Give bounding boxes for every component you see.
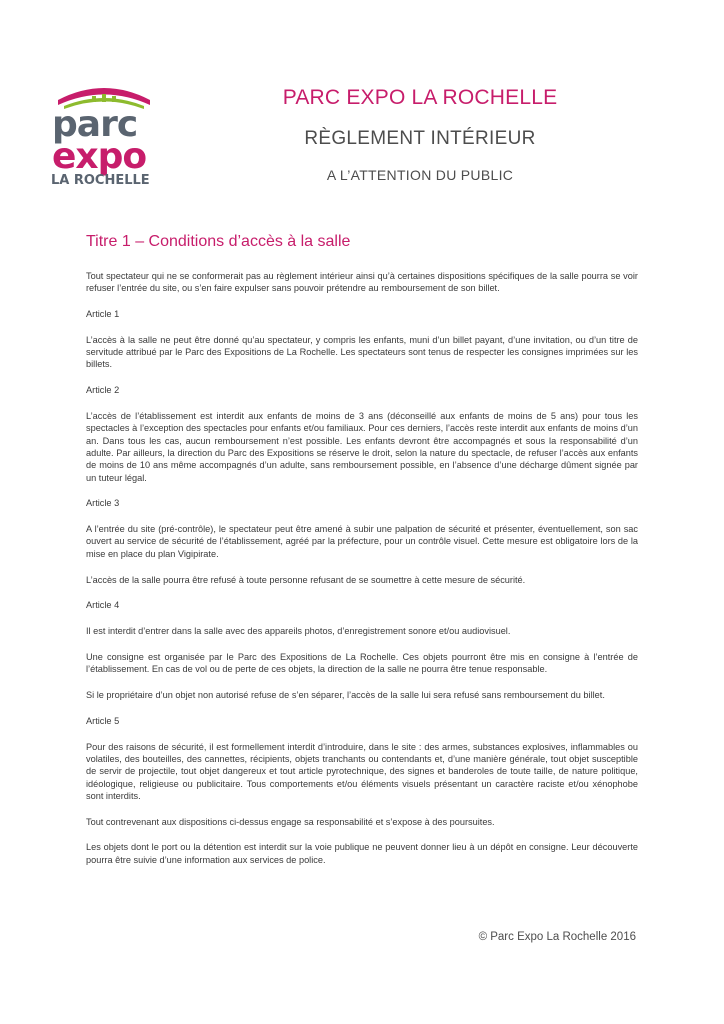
logo-word-parc: parc xyxy=(52,104,138,145)
body-paragraph: Les objets dont le port ou la détention est interdit sur la voie publique ne peuvent donner lieu à un dépôt en consigne. Leur découverte pourra être suivie d’une information aux services de police. xyxy=(86,842,638,865)
body-paragraph: A l’entrée du site (pré-contrôle), le spectateur peut être amené à subir une palpation de sécurité et présenter, éventuellement, son sac ouvert au service de sécurité de l’établissement, agréé par la préfecture, pour un contrôle visuel. Cette mesure est obligatoire lors de la mise en place du plan Vigipirate. xyxy=(86,524,638,559)
copyright-footer: © Parc Expo La Rochelle 2016 xyxy=(478,931,636,943)
intro-paragraph: Tout spectateur qui ne se conformerait pas au règlement intérieur ainsi qu’à certaines dispositions spécifiques de la salle pourra se voir refuser l’entrée du site, ou s’en faire expulser sans pouvoir prétendre au remboursement de son billet. xyxy=(86,271,638,294)
article-heading: Article 3 xyxy=(86,498,120,509)
body-paragraph: Il est interdit d’entrer dans la salle avec des appareils photos, d’enregistrement sonore et/ou audiovisuel. xyxy=(86,626,511,637)
logo-word-city: LA ROCHELLE xyxy=(51,173,150,186)
article-heading: Article 2 xyxy=(86,385,120,396)
article-heading: Article 1 xyxy=(86,309,120,320)
body-paragraph: L’accès de la salle pourra être refusé à toute personne refusant de se soumettre à cette mesure de sécurité. xyxy=(86,574,526,585)
document-subtitle: A L’ATTENTION DU PUBLIC xyxy=(326,167,514,183)
body-paragraph: Tout contrevenant aux dispositions ci-dessus engage sa responsabilité et s’expose à des poursuites. xyxy=(86,816,495,827)
article-heading: Article 5 xyxy=(86,715,120,726)
document-title: RÈGLEMENT INTÉRIEUR xyxy=(304,128,536,149)
logo-word-expo: expo xyxy=(52,136,147,177)
organization-title: PARC EXPO LA ROCHELLE xyxy=(282,86,558,109)
body-paragraph: Si le propriétaire d’un objet non autorisé refuse de s’en séparer, l’accès de la salle lui sera refusé sans remboursement du billet. xyxy=(86,690,605,701)
article-heading: Article 4 xyxy=(86,600,120,611)
body-paragraph: Pour des raisons de sécurité, il est formellement interdit d’introduire, dans le site : des armes, substances explosives, inflammables ou volatiles, des bouteilles, des cannettes, récipients, objets tranchants ou contendants et, d’une manière générale, tout objet susceptible de servir de projectile, tout objet dangereux et tout article pyrotechnique, des signes et banderoles de toute taille, de nature politique, idéologique, religieuse ou publicitaire. Tous comportements et/ou éléments visuels présentant un caractère raciste et/ou xénophobe sont interdits. xyxy=(86,741,638,801)
body-paragraph: Une consigne est organisée par le Parc des Expositions de La Rochelle. Ces objets pourront être mis en consigne à l’entrée de l’établissement. En cas de vol ou de perte de ces objets, la direction de la salle ne pourra être tenue responsable. xyxy=(86,651,638,675)
section-title: Titre 1 – Conditions d’accès à la salle xyxy=(86,233,351,250)
body-paragraph: L’accès de l’établissement est interdit aux enfants de moins de 3 ans (déconseillé aux enfants de moins de 5 ans) pour tous les spectacles à l’exception des spectacles pour enfants et/ou familiaux. Pour ces derniers, l’accès reste interdit aux enfants de moins d’un an. Dans tous les cas, aucun remboursement n’est possible. Les enfants devront être accompagnés et sous la responsabilité d’un adulte. Par ailleurs, la direction du Parc des Expositions se réserve le droit, selon la nature du spectacle, de refuser l’accès aux enfants de moins de 10 ans même accompagnés d’un adulte, sans remboursement possible, en l’absence d’une décharge dûment signée par un tuteur légal. xyxy=(86,411,638,483)
body-paragraph: L’accès à la salle ne peut être donné qu’au spectateur, y compris les enfants, muni d’un billet payant, d’une invitation, ou d’un titre de servitude attribué par le Parc des Expositions de La Rochelle. Les spectateurs sont tenus de respecter les consignes imprimées sur les billets. xyxy=(86,334,638,370)
document-body xyxy=(86,270,638,880)
parc-expo-logo xyxy=(50,82,158,186)
